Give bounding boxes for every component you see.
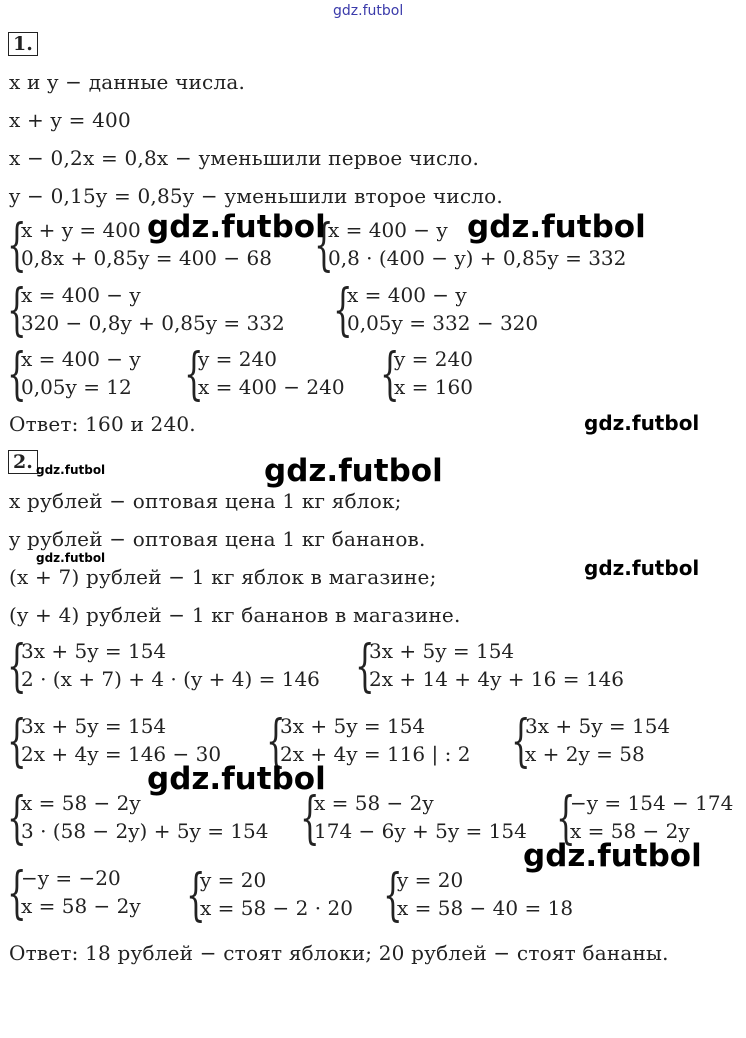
- system-line-2: x + 2y = 58: [525, 742, 645, 766]
- system-line-1: y = 240: [198, 347, 277, 371]
- brace-icon: {: [7, 278, 27, 343]
- brace-icon: {: [333, 278, 353, 343]
- problem1-line-4: y − 0,15y = 0,85y − уменьшили второе число.: [9, 184, 503, 208]
- brace-icon: {: [7, 213, 27, 278]
- problem2-answer: Ответ: 18 рублей − стоят яблоки; 20 рублей − стоят бананы.: [9, 941, 669, 965]
- system-line-1: x = 400 − y: [21, 347, 141, 371]
- problem1-answer: Ответ: 160 и 240.: [9, 412, 196, 436]
- system-line-1: y = 240: [394, 347, 473, 371]
- watermark: gdz.futbol: [584, 411, 700, 435]
- system-line-2: 174 − 6y + 5y = 154: [314, 819, 527, 843]
- brace-icon: {: [380, 342, 400, 407]
- system-line-2: 0,8 · (400 − y) + 0,85y = 332: [328, 246, 627, 270]
- watermark: gdz.futbol: [584, 556, 700, 580]
- brace-icon: {: [355, 634, 375, 699]
- system-line-1: y = 20: [200, 868, 267, 892]
- problem2-line-1: x рублей − оптовая цена 1 кг яблок;: [9, 489, 402, 513]
- system-line-2: x = 58 − 2y: [21, 894, 141, 918]
- brace-icon: {: [7, 786, 27, 851]
- system-line-2: 320 − 0,8y + 0,85y = 332: [21, 311, 285, 335]
- watermark: gdz.futbol: [36, 551, 106, 565]
- watermark: gdz.futbol: [264, 453, 443, 489]
- problem2-line-3: (x + 7) рублей − 1 кг яблок в магазине;: [9, 565, 437, 589]
- brace-icon: {: [511, 709, 531, 774]
- system-line-2: 0,05y = 12: [21, 375, 132, 399]
- system-line-1: 3x + 5y = 154: [369, 639, 515, 663]
- system-line-1: y = 20: [397, 868, 464, 892]
- system-line-2: x = 400 − 240: [198, 375, 345, 399]
- problem-number-2: 2.: [8, 450, 38, 474]
- system-line-1: x = 400 − y: [328, 218, 448, 242]
- problem2-line-4: (y + 4) рублей − 1 кг бананов в магазине.: [9, 603, 461, 627]
- system-line-2: 2 · (x + 7) + 4 · (y + 4) = 146: [21, 667, 320, 691]
- system-line-2: 0,8x + 0,85y = 400 − 68: [21, 246, 272, 270]
- brace-icon: {: [7, 342, 27, 407]
- watermark: gdz.futbol: [147, 209, 326, 245]
- system-line-2: 3 · (58 − 2y) + 5y = 154: [21, 819, 269, 843]
- problem-number-1: 1.: [8, 32, 38, 56]
- brace-icon: {: [184, 342, 204, 407]
- watermark-top: gdz.futbol: [333, 3, 404, 19]
- system-line-1: 3x + 5y = 154: [21, 639, 167, 663]
- brace-icon: {: [556, 786, 576, 851]
- system-line-2: x = 58 − 2 · 20: [200, 896, 353, 920]
- system-line-2: 2x + 14 + 4y + 16 = 146: [369, 667, 624, 691]
- problem1-line-2: x + y = 400: [9, 108, 131, 132]
- system-line-1: x + y = 400: [21, 218, 141, 242]
- system-line-1: x = 400 − y: [21, 283, 141, 307]
- system-line-2: 2x + 4y = 116 | : 2: [280, 742, 471, 766]
- system-line-1: −y = 154 − 174: [570, 791, 734, 815]
- brace-icon: {: [186, 863, 206, 928]
- watermark: gdz.futbol: [523, 838, 702, 874]
- system-line-1: x = 58 − 2y: [314, 791, 434, 815]
- system-line-2: 2x + 4y = 146 − 30: [21, 742, 222, 766]
- system-line-1: x = 400 − y: [347, 283, 467, 307]
- brace-icon: {: [7, 861, 27, 926]
- system-line-2: x = 160: [394, 375, 473, 399]
- brace-icon: {: [266, 709, 286, 774]
- brace-icon: {: [7, 709, 27, 774]
- system-line-2: 0,05y = 332 − 320: [347, 311, 539, 335]
- system-line-2: x = 58 − 2y: [570, 819, 690, 843]
- watermark: gdz.futbol: [467, 209, 646, 245]
- system-line-1: 3x + 5y = 154: [525, 714, 671, 738]
- system-line-1: −y = −20: [21, 866, 121, 890]
- brace-icon: {: [7, 634, 27, 699]
- system-line-1: 3x + 5y = 154: [280, 714, 426, 738]
- watermark: gdz.futbol: [36, 463, 106, 477]
- system-line-2: x = 58 − 40 = 18: [397, 896, 574, 920]
- problem2-line-2: y рублей − оптовая цена 1 кг бананов.: [9, 527, 426, 551]
- brace-icon: {: [300, 786, 320, 851]
- brace-icon: {: [314, 213, 334, 278]
- system-line-1: 3x + 5y = 154: [21, 714, 167, 738]
- problem1-line-1: x и y − данные числа.: [9, 70, 246, 94]
- system-line-1: x = 58 − 2y: [21, 791, 141, 815]
- brace-icon: {: [383, 863, 403, 928]
- problem1-line-3: x − 0,2x = 0,8x − уменьшили первое число.: [9, 146, 480, 170]
- watermark: gdz.futbol: [147, 761, 326, 797]
